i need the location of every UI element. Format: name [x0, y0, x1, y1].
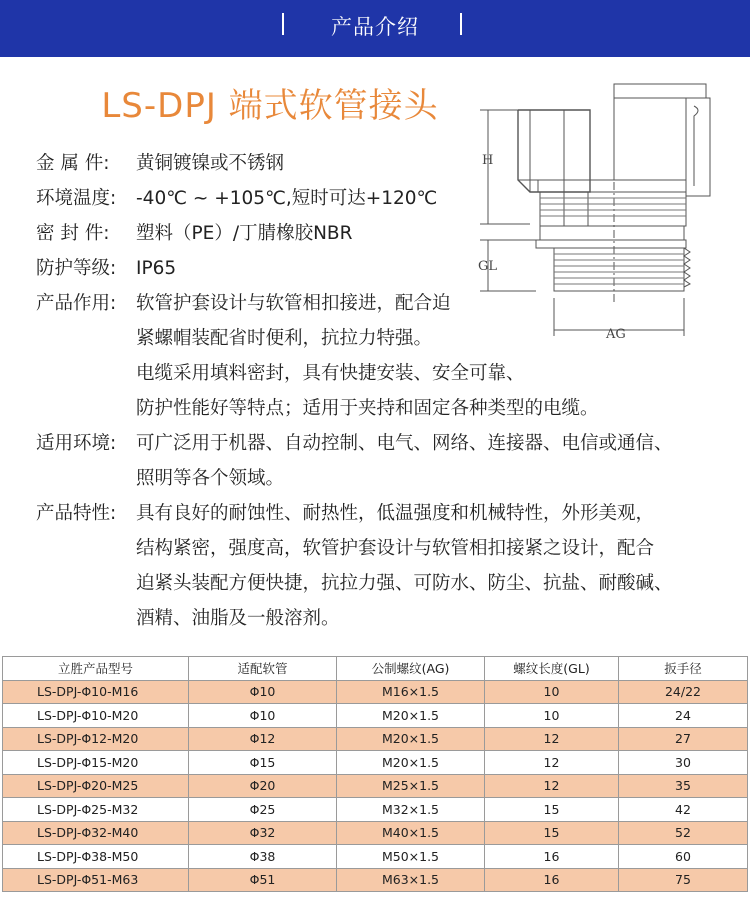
cell-thread-length: 10: [485, 680, 619, 704]
spec-environment: [36, 426, 673, 461]
column-header-model: 立胜产品型号: [3, 657, 189, 681]
spec-label: 适用环境:: [36, 433, 117, 454]
spec-function-line-3: 电缆采用填料密封，具有快捷安装、安全可靠、: [136, 363, 525, 384]
spec-features-line-4: 酒精、油脂及一般溶剂。: [136, 608, 340, 629]
dimension-label-h: H: [482, 153, 494, 168]
cell-thread-length: 10: [485, 704, 619, 728]
cell-thread-length: 12: [485, 774, 619, 798]
spec-label: 密 封 件:: [36, 223, 110, 244]
spec-value: 可广泛用于机器、自动控制、电气、网络、连接器、电信或通信、: [136, 433, 673, 454]
spec-label: 防护等级:: [36, 258, 117, 279]
cell-thread: M20×1.5: [337, 727, 485, 751]
spec-label: 产品特性:: [36, 503, 117, 524]
cell-hose: Φ38: [189, 845, 337, 869]
cell-hose: Φ10: [189, 704, 337, 728]
product-title: LS-DPJ 端式软管接头: [101, 86, 439, 126]
cell-model: LS-DPJ-Φ32-M40: [3, 821, 189, 845]
cell-model: LS-DPJ-Φ51-M63: [3, 868, 189, 892]
cell-model: LS-DPJ-Φ12-M20: [3, 727, 189, 751]
cell-thread-length: 12: [485, 751, 619, 775]
cell-thread: M25×1.5: [337, 774, 485, 798]
cell-thread: M50×1.5: [337, 845, 485, 869]
spec-value: -40℃ ~ +105℃,短时可达+120℃: [136, 188, 438, 209]
spec-features-line-3: 迫紧头装配方便快捷，抗拉力强、可防水、防尘、抗盐、耐酸碱、: [136, 573, 673, 594]
cell-model: LS-DPJ-Φ20-M25: [3, 774, 189, 798]
column-header-hose: 适配软管: [189, 657, 337, 681]
table-body: [3, 680, 748, 892]
table-row: [3, 845, 748, 869]
table-header-row: [3, 657, 748, 681]
cell-model: LS-DPJ-Φ10-M16: [3, 680, 189, 704]
header-banner: [0, 0, 750, 57]
header-title: 产品介绍: [331, 15, 419, 39]
table-row: [3, 680, 748, 704]
spec-value: 塑料（PE）/丁腈橡胶NBR: [136, 223, 353, 244]
model-spec-table: [2, 656, 748, 892]
cell-thread-length: 12: [485, 727, 619, 751]
cell-hose: Φ12: [189, 727, 337, 751]
cell-hose: Φ25: [189, 798, 337, 822]
cell-thread-length: 15: [485, 798, 619, 822]
cell-thread: M32×1.5: [337, 798, 485, 822]
spec-function: [36, 286, 451, 321]
spec-function-line-2: 紧螺帽装配省时便利，抗拉力特强。: [136, 328, 433, 349]
cell-thread: M20×1.5: [337, 751, 485, 775]
cell-wrench-size: 24: [619, 704, 748, 728]
cell-hose: Φ15: [189, 751, 337, 775]
cell-thread: M63×1.5: [337, 868, 485, 892]
cell-wrench-size: 27: [619, 727, 748, 751]
table-row: [3, 727, 748, 751]
table-row: [3, 704, 748, 728]
cell-thread-length: 15: [485, 821, 619, 845]
spec-protection: [36, 251, 176, 286]
cell-wrench-size: 60: [619, 845, 748, 869]
dimension-label-ag: AG: [606, 327, 626, 342]
cell-wrench-size: 42: [619, 798, 748, 822]
cell-hose: Φ32: [189, 821, 337, 845]
cell-hose: Φ51: [189, 868, 337, 892]
table-row: [3, 821, 748, 845]
cell-hose: Φ10: [189, 680, 337, 704]
spec-value: 软管护套设计与软管相扣接进，配合迫: [136, 293, 451, 314]
spec-features: [36, 496, 654, 531]
spec-value: IP65: [136, 258, 177, 279]
spec-label: 环境温度:: [36, 188, 117, 209]
cell-model: LS-DPJ-Φ25-M32: [3, 798, 189, 822]
spec-value: 具有良好的耐蚀性、耐热性，低温强度和机械特性，外形美观，: [136, 503, 655, 524]
cell-thread: M40×1.5: [337, 821, 485, 845]
spec-label: 金 属 件:: [36, 153, 110, 174]
spec-seal: [36, 216, 352, 251]
cell-hose: Φ20: [189, 774, 337, 798]
spec-material: [36, 146, 284, 181]
table-row: [3, 798, 748, 822]
cell-wrench-size: 35: [619, 774, 748, 798]
cell-wrench-size: 30: [619, 751, 748, 775]
column-header-thread-length: 螺纹长度(GL): [485, 657, 619, 681]
cell-wrench-size: 52: [619, 821, 748, 845]
spec-function-line-4: 防护性能好等特点；适用于夹持和固定各种类型的电缆。: [136, 398, 599, 419]
spec-value: 黄铜镀镍或不锈钢: [136, 153, 285, 174]
cell-model: LS-DPJ-Φ10-M20: [3, 704, 189, 728]
cell-model: LS-DPJ-Φ38-M50: [3, 845, 189, 869]
dimension-label-gl: GL: [478, 259, 498, 274]
spec-temperature: [36, 181, 437, 216]
column-header-thread: 公制螺纹(AG): [337, 657, 485, 681]
table-row: [3, 774, 748, 798]
spec-features-line-2: 结构紧密，强度高，软管护套设计与软管相扣接紧之设计，配合: [136, 538, 655, 559]
spec-label: 产品作用:: [36, 293, 117, 314]
cell-thread: M20×1.5: [337, 704, 485, 728]
cell-thread-length: 16: [485, 868, 619, 892]
cell-thread-length: 16: [485, 845, 619, 869]
table-row: [3, 868, 748, 892]
fitting-technical-drawing: [478, 76, 742, 348]
header-divider-right: [460, 13, 462, 35]
spec-environment-line-2: 照明等各个领域。: [136, 468, 285, 489]
table-row: [3, 751, 748, 775]
cell-thread: M16×1.5: [337, 680, 485, 704]
cell-wrench-size: 75: [619, 868, 748, 892]
column-header-wrench-size: 扳手径: [619, 657, 748, 681]
cell-model: LS-DPJ-Φ15-M20: [3, 751, 189, 775]
cell-wrench-size: 24/22: [619, 680, 748, 704]
